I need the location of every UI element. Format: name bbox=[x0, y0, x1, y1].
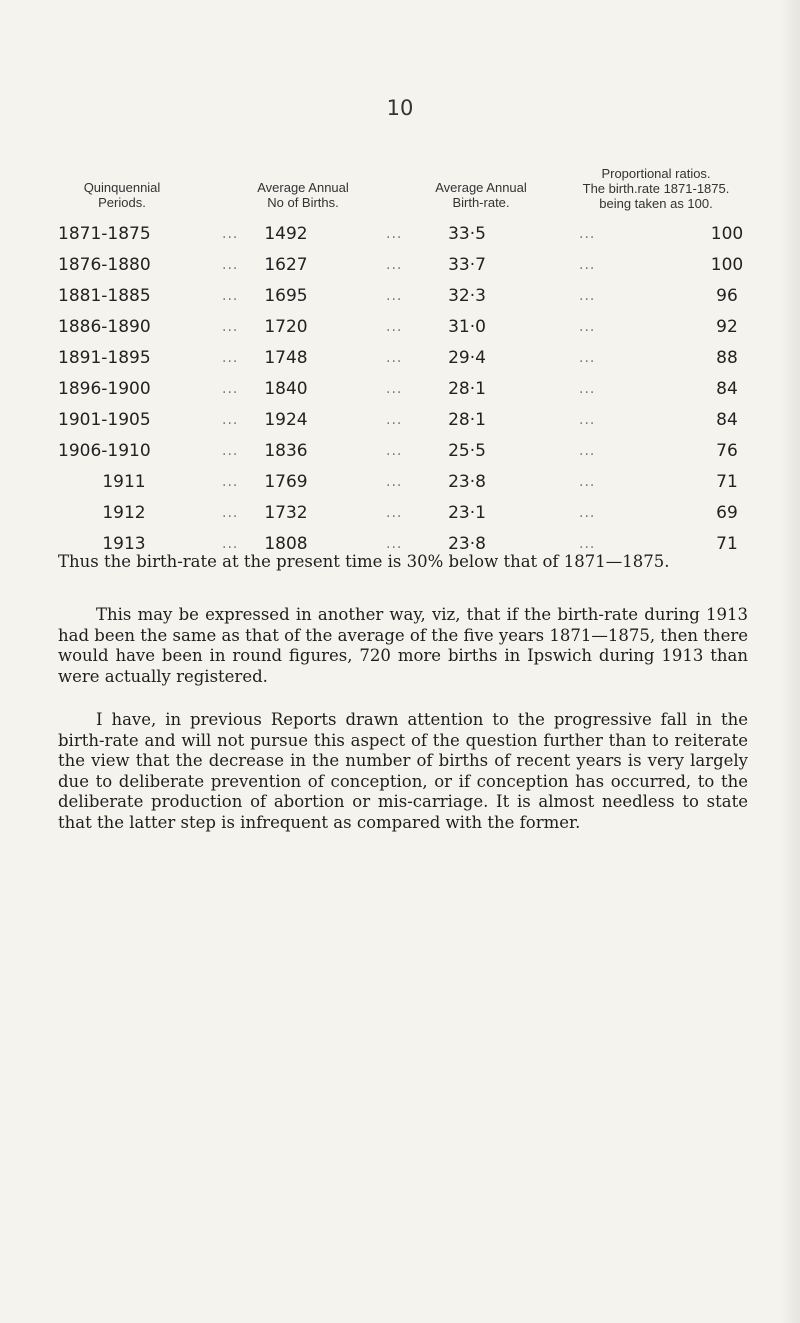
birth-rate-cell: 25·5 bbox=[448, 441, 486, 461]
leader-dots: ... bbox=[386, 288, 403, 304]
births-cell: 1924 bbox=[264, 410, 308, 430]
period-cell: 1913 bbox=[102, 534, 146, 554]
column-header-line: being taken as 100. bbox=[599, 196, 713, 211]
page-edge-shadow bbox=[780, 0, 800, 1323]
ratio-cell: 100 bbox=[710, 255, 744, 275]
leader-dots: ... bbox=[579, 412, 596, 428]
column-header-proportional-ratio bbox=[530, 166, 782, 211]
period-cell: 1911 bbox=[102, 472, 146, 492]
birth-rate-table bbox=[0, 219, 800, 560]
table-row bbox=[0, 374, 800, 405]
period-cell: 1891-1895 bbox=[58, 348, 151, 368]
birth-rate-cell: 32·3 bbox=[448, 286, 486, 306]
column-header-periods bbox=[50, 180, 194, 210]
birth-rate-cell: 23·8 bbox=[448, 472, 486, 492]
ratio-cell: 100 bbox=[710, 224, 744, 244]
leader-dots: ... bbox=[386, 319, 403, 335]
leader-dots: ... bbox=[386, 226, 403, 242]
leader-dots: ... bbox=[579, 474, 596, 490]
birth-rate-cell: 29·4 bbox=[448, 348, 486, 368]
leader-dots: ... bbox=[222, 381, 239, 397]
ratio-cell: 96 bbox=[716, 286, 738, 306]
period-cell: 1876-1880 bbox=[58, 255, 151, 275]
period-cell: 1901-1905 bbox=[58, 410, 151, 430]
birth-rate-cell: 33·5 bbox=[448, 224, 486, 244]
births-cell: 1720 bbox=[264, 317, 308, 337]
ratio-cell: 84 bbox=[716, 379, 738, 399]
leader-dots: ... bbox=[579, 381, 596, 397]
leader-dots: ... bbox=[579, 319, 596, 335]
leader-dots: ... bbox=[386, 505, 403, 521]
leader-dots: ... bbox=[222, 536, 239, 552]
period-cell: 1871-1875 bbox=[58, 224, 151, 244]
leader-dots: ... bbox=[579, 505, 596, 521]
births-cell: 1769 bbox=[264, 472, 308, 492]
leader-dots: ... bbox=[579, 443, 596, 459]
births-cell: 1627 bbox=[264, 255, 308, 275]
column-header-line: Average Annual bbox=[435, 180, 527, 195]
table-row bbox=[0, 281, 800, 312]
table-row bbox=[0, 312, 800, 343]
period-cell: 1912 bbox=[102, 503, 146, 523]
leader-dots: ... bbox=[386, 412, 403, 428]
table-row bbox=[0, 405, 800, 436]
table-row bbox=[0, 467, 800, 498]
period-cell: 1906-1910 bbox=[58, 441, 151, 461]
table-row bbox=[0, 250, 800, 281]
birth-rate-cell: 28·1 bbox=[448, 410, 486, 430]
birth-rate-cell: 23·8 bbox=[448, 534, 486, 554]
column-header-line: Average Annual bbox=[257, 180, 349, 195]
column-header-births bbox=[220, 180, 386, 210]
table-row bbox=[0, 436, 800, 467]
ratio-cell: 76 bbox=[716, 441, 738, 461]
column-header-line: The birth.rate 1871-1875. bbox=[582, 181, 730, 196]
ratio-cell: 69 bbox=[716, 503, 738, 523]
paragraph-discussion: I have, in previous Reports drawn attention to the progressive fall in the birth-rate and will not pursue this aspect of the question further than to reiterate the view that the decrease in the number of births of recent years is very largely due to deliberate prevention of conception, or if conception has occurred, to the deliberate production of abortion or mis-carriage. It is almost needless to state that the latter step is infrequent as compared with the former. bbox=[58, 710, 748, 832]
births-cell: 1492 bbox=[264, 224, 308, 244]
ratio-cell: 84 bbox=[716, 410, 738, 430]
page-number: 10 bbox=[386, 96, 414, 120]
table-row bbox=[0, 343, 800, 374]
leader-dots: ... bbox=[222, 319, 239, 335]
births-cell: 1840 bbox=[264, 379, 308, 399]
leader-dots: ... bbox=[386, 443, 403, 459]
leader-dots: ... bbox=[386, 381, 403, 397]
period-cell: 1886-1890 bbox=[58, 317, 151, 337]
leader-dots: ... bbox=[222, 443, 239, 459]
ratio-cell: 71 bbox=[716, 472, 738, 492]
leader-dots: ... bbox=[222, 257, 239, 273]
table-row bbox=[0, 219, 800, 250]
leader-dots: ... bbox=[222, 288, 239, 304]
paragraph-expression: This may be expressed in another way, viz, that if the birth-rate during 1913 had been the same as that of the average of the five years 1871—1875, then there would have been in round figures, 720 more births in Ipswich during 1913 than were actually registered. bbox=[58, 605, 748, 686]
birth-rate-cell: 33·7 bbox=[448, 255, 486, 275]
ratio-cell: 92 bbox=[716, 317, 738, 337]
leader-dots: ... bbox=[222, 350, 239, 366]
births-cell: 1732 bbox=[264, 503, 308, 523]
births-cell: 1808 bbox=[264, 534, 308, 554]
leader-dots: ... bbox=[386, 257, 403, 273]
leader-dots: ... bbox=[222, 474, 239, 490]
birth-rate-cell: 28·1 bbox=[448, 379, 486, 399]
ratio-cell: 71 bbox=[716, 534, 738, 554]
period-cell: 1896-1900 bbox=[58, 379, 151, 399]
column-header-line: Quinquennial bbox=[83, 180, 161, 195]
column-header-line: Periods. bbox=[98, 195, 146, 210]
leader-dots: ... bbox=[222, 226, 239, 242]
column-header-line: Birth-rate. bbox=[452, 195, 510, 210]
ratio-cell: 88 bbox=[716, 348, 738, 368]
paragraph-summary: Thus the birth-rate at the present time is 30% below that of 1871—1875. bbox=[58, 552, 670, 571]
leader-dots: ... bbox=[386, 350, 403, 366]
leader-dots: ... bbox=[579, 257, 596, 273]
period-cell: 1881-1885 bbox=[58, 286, 151, 306]
leader-dots: ... bbox=[579, 288, 596, 304]
leader-dots: ... bbox=[386, 536, 403, 552]
births-cell: 1836 bbox=[264, 441, 308, 461]
leader-dots: ... bbox=[579, 350, 596, 366]
leader-dots: ... bbox=[222, 505, 239, 521]
birth-rate-cell: 31·0 bbox=[448, 317, 486, 337]
leader-dots: ... bbox=[579, 536, 596, 552]
leader-dots: ... bbox=[222, 412, 239, 428]
birth-rate-cell: 23·1 bbox=[448, 503, 486, 523]
births-cell: 1695 bbox=[264, 286, 308, 306]
leader-dots: ... bbox=[579, 226, 596, 242]
column-header-line: Proportional ratios. bbox=[601, 166, 711, 181]
table-row bbox=[0, 498, 800, 529]
column-header-line: No of Births. bbox=[267, 195, 339, 210]
births-cell: 1748 bbox=[264, 348, 308, 368]
leader-dots: ... bbox=[386, 474, 403, 490]
